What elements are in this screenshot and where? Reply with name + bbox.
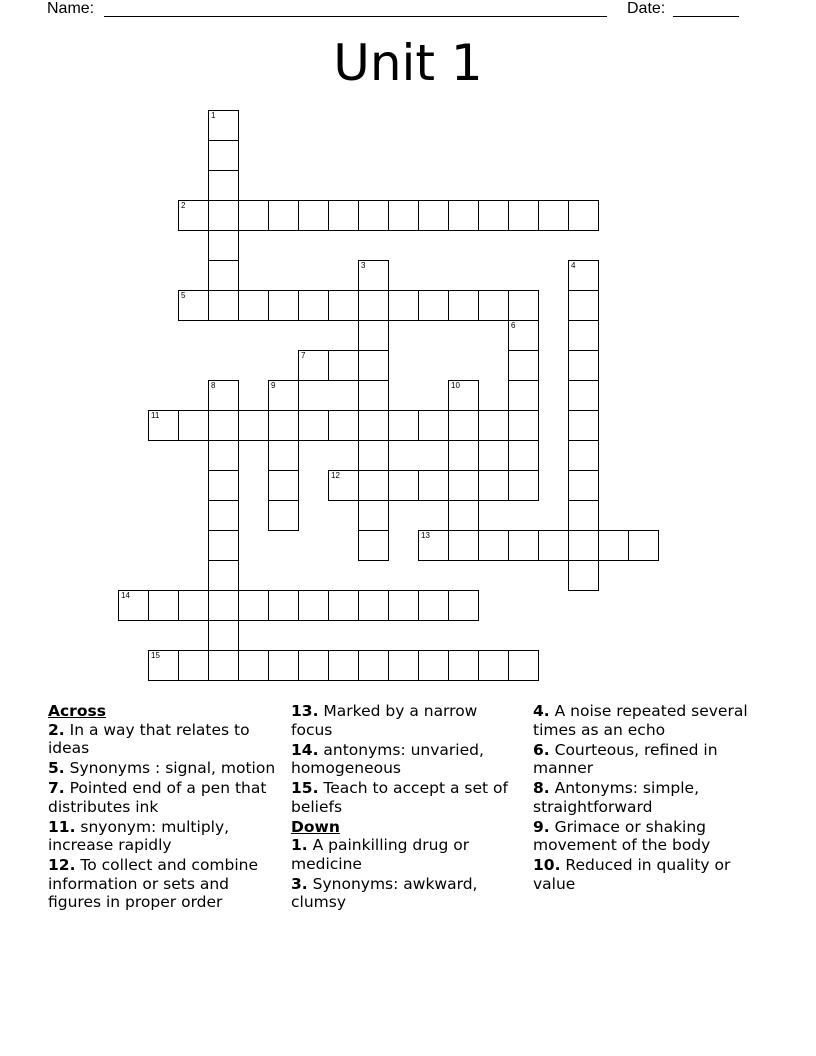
clue-across-15: 15. Teach to accept a set of beliefs (291, 779, 508, 816)
crossword-cell[interactable] (598, 530, 629, 561)
crossword-cell[interactable] (118, 590, 149, 621)
crossword-cell[interactable] (328, 590, 359, 621)
crossword-cell[interactable] (298, 410, 329, 441)
clue-down-10: 10. Reduced in quality or value (533, 856, 731, 893)
crossword-cell[interactable] (208, 170, 239, 201)
crossword-cell[interactable] (478, 410, 509, 441)
crossword-cell[interactable] (178, 200, 209, 231)
crossword-cell[interactable] (328, 470, 359, 501)
crossword-cell[interactable] (508, 320, 539, 351)
crossword-cell[interactable] (478, 290, 509, 321)
across-heading: Across (48, 702, 106, 720)
crossword-cell[interactable] (358, 380, 389, 411)
crossword-cell[interactable] (388, 470, 419, 501)
crossword-cell[interactable] (568, 350, 599, 381)
crossword-cell[interactable] (238, 590, 269, 621)
crossword-cell[interactable] (538, 530, 569, 561)
crossword-cell[interactable] (508, 440, 539, 471)
crossword-cell[interactable] (628, 530, 659, 561)
crossword-cell[interactable] (178, 410, 209, 441)
crossword-cell[interactable] (208, 260, 239, 291)
crossword-cell[interactable] (508, 380, 539, 411)
crossword-cell[interactable] (508, 470, 539, 501)
cell-number: 11 (151, 411, 160, 420)
crossword-cell[interactable] (418, 290, 449, 321)
crossword-cell[interactable] (208, 200, 239, 231)
crossword-cell[interactable] (388, 650, 419, 681)
crossword-cell[interactable] (388, 200, 419, 231)
crossword-cell[interactable] (448, 500, 479, 531)
crossword-cell[interactable] (268, 290, 299, 321)
name-label: Name: (47, 0, 95, 17)
crossword-cell[interactable] (358, 470, 389, 501)
crossword-cell[interactable] (298, 590, 329, 621)
crossword-cell[interactable] (448, 410, 479, 441)
crossword-cell[interactable] (358, 410, 389, 441)
cell-number: 6 (511, 321, 516, 330)
crossword-cell[interactable] (478, 200, 509, 231)
down-heading: Down (291, 817, 340, 836)
crossword-cell[interactable] (238, 410, 269, 441)
crossword-cell[interactable] (508, 350, 539, 381)
crossword-cell[interactable] (208, 620, 239, 651)
header (47, 0, 767, 20)
crossword-cell[interactable] (208, 590, 239, 621)
clue-across-13: 13. Marked by a narrow focus (291, 702, 478, 739)
clue-across-14: 14. antonyms: unvaried, homogeneous (291, 740, 484, 777)
clue-down-8: 8. Antonyms: simple, straightforward (533, 779, 700, 816)
crossword-cell[interactable] (508, 290, 539, 321)
crossword-cell[interactable] (268, 380, 299, 411)
crossword-cell[interactable] (448, 200, 479, 231)
crossword-cell[interactable] (178, 590, 209, 621)
crossword-cell[interactable] (208, 440, 239, 471)
cell-number: 3 (361, 261, 366, 270)
crossword-cell[interactable] (418, 200, 449, 231)
crossword-cell[interactable] (508, 530, 539, 561)
crossword-cell[interactable] (358, 590, 389, 621)
crossword-cell[interactable] (208, 500, 239, 531)
crossword-cell[interactable] (328, 650, 359, 681)
crossword-cell[interactable] (568, 380, 599, 411)
crossword-cell[interactable] (208, 560, 239, 591)
crossword-cell[interactable] (358, 290, 389, 321)
crossword-cell[interactable] (448, 470, 479, 501)
crossword-cell[interactable] (418, 650, 449, 681)
crossword-cell[interactable] (418, 410, 449, 441)
crossword-cell[interactable] (568, 290, 599, 321)
crossword-cell[interactable] (358, 650, 389, 681)
crossword-cell[interactable] (568, 500, 599, 531)
crossword-cell[interactable] (358, 500, 389, 531)
crossword-cell[interactable] (418, 590, 449, 621)
clues-column-2 (291, 702, 523, 913)
crossword-cell[interactable] (298, 650, 329, 681)
crossword-cell[interactable] (568, 440, 599, 471)
crossword-cell[interactable] (568, 260, 599, 291)
crossword-cell[interactable] (328, 410, 359, 441)
crossword-cell[interactable] (388, 290, 419, 321)
crossword-cell[interactable] (268, 440, 299, 471)
cell-number: 5 (181, 291, 186, 300)
crossword-cell[interactable] (208, 650, 239, 681)
crossword-cell[interactable] (358, 320, 389, 351)
clue-down-3: 3. Synonyms: awkward, clumsy (291, 874, 478, 911)
crossword-cell[interactable] (448, 530, 479, 561)
crossword-cell[interactable] (508, 650, 539, 681)
crossword-cell[interactable] (208, 530, 239, 561)
crossword-cell[interactable] (358, 440, 389, 471)
cell-number: 8 (211, 381, 216, 390)
crossword-cell[interactable] (208, 110, 239, 141)
crossword-cell[interactable] (418, 530, 449, 561)
cell-number: 1 (211, 111, 216, 120)
crossword-cell[interactable] (448, 290, 479, 321)
cell-number: 10 (451, 381, 460, 390)
crossword-cell[interactable] (568, 200, 599, 231)
clues-column-1 (48, 702, 280, 913)
crossword-cell[interactable] (478, 470, 509, 501)
crossword-cell[interactable] (148, 650, 179, 681)
cell-number: 15 (151, 651, 160, 660)
clue-down-6: 6. Courteous, refined in manner (533, 740, 718, 777)
crossword-cell[interactable] (238, 290, 269, 321)
crossword-cell[interactable] (268, 590, 299, 621)
cell-number: 13 (421, 531, 430, 540)
crossword-cell[interactable] (568, 530, 599, 561)
crossword-cell[interactable] (208, 230, 239, 261)
crossword-cell[interactable] (388, 410, 419, 441)
clue-across-5: 5. Synonyms : signal, motion (48, 759, 276, 777)
crossword-cell[interactable] (178, 290, 209, 321)
crossword-cell[interactable] (418, 470, 449, 501)
cell-number: 7 (301, 351, 306, 360)
cell-number: 9 (271, 381, 276, 390)
crossword-cell[interactable] (238, 650, 269, 681)
crossword-cell[interactable] (178, 650, 209, 681)
crossword-cell[interactable] (388, 590, 419, 621)
clue-across-7: 7. Pointed end of a pen that distributes ink (48, 779, 267, 816)
crossword-cell[interactable] (448, 650, 479, 681)
clue-down-1: 1. A painkilling drug or medicine (291, 836, 470, 873)
date-field[interactable] (673, 0, 739, 17)
crossword-cell[interactable] (148, 410, 179, 441)
cell-number: 4 (571, 261, 576, 270)
crossword-cell[interactable] (508, 200, 539, 231)
crossword-cell[interactable] (208, 380, 239, 411)
clue-across-2: 2. In a way that relates to ideas (48, 720, 250, 757)
crossword-cell[interactable] (448, 590, 479, 621)
crossword-cell[interactable] (358, 260, 389, 291)
clue-across-12: 12. To collect and combine information or sets and figures in proper order (48, 856, 259, 911)
crossword-cell[interactable] (148, 590, 179, 621)
date-label: Date: (627, 0, 666, 17)
clue-down-4: 4. A noise repeated several times as an echo (533, 702, 748, 739)
crossword-cell[interactable] (538, 200, 569, 231)
crossword-cell[interactable] (358, 350, 389, 381)
crossword-cell[interactable] (208, 290, 239, 321)
crossword-cell[interactable] (478, 530, 509, 561)
crossword-cell[interactable] (328, 290, 359, 321)
crossword-cell[interactable] (478, 650, 509, 681)
crossword-cell[interactable] (268, 650, 299, 681)
crossword-cell[interactable] (268, 410, 299, 441)
crossword-cell[interactable] (568, 320, 599, 351)
clues-column-3 (533, 702, 765, 895)
crossword-cell[interactable] (508, 410, 539, 441)
crossword-cell[interactable] (238, 200, 269, 231)
crossword-cell[interactable] (208, 470, 239, 501)
cell-number: 14 (121, 591, 130, 600)
cell-number: 12 (331, 471, 340, 480)
crossword-cell[interactable] (268, 500, 299, 531)
crossword-cell[interactable] (298, 290, 329, 321)
crossword-cell[interactable] (208, 140, 239, 171)
crossword-cell[interactable] (268, 200, 299, 231)
crossword-cell[interactable] (328, 350, 359, 381)
crossword-cell[interactable] (328, 200, 359, 231)
crossword-cell[interactable] (358, 200, 389, 231)
crossword-cell[interactable] (568, 410, 599, 441)
page-title: Unit 1 (333, 34, 483, 92)
crossword-cell[interactable] (208, 410, 239, 441)
crossword-cell[interactable] (448, 380, 479, 411)
cell-number: 2 (181, 201, 186, 210)
clue-down-9: 9. Grimace or shaking movement of the body (533, 817, 711, 854)
crossword-cell[interactable] (568, 470, 599, 501)
name-field[interactable] (104, 0, 607, 17)
clue-across-11: 11. snyonym: multiply, increase rapidly (48, 817, 230, 854)
crossword-cell[interactable] (448, 440, 479, 471)
crossword-cell[interactable] (268, 470, 299, 501)
crossword-cell[interactable] (568, 560, 599, 591)
crossword-cell[interactable] (298, 350, 329, 381)
crossword-cell[interactable] (298, 200, 329, 231)
crossword-cell[interactable] (358, 530, 389, 561)
